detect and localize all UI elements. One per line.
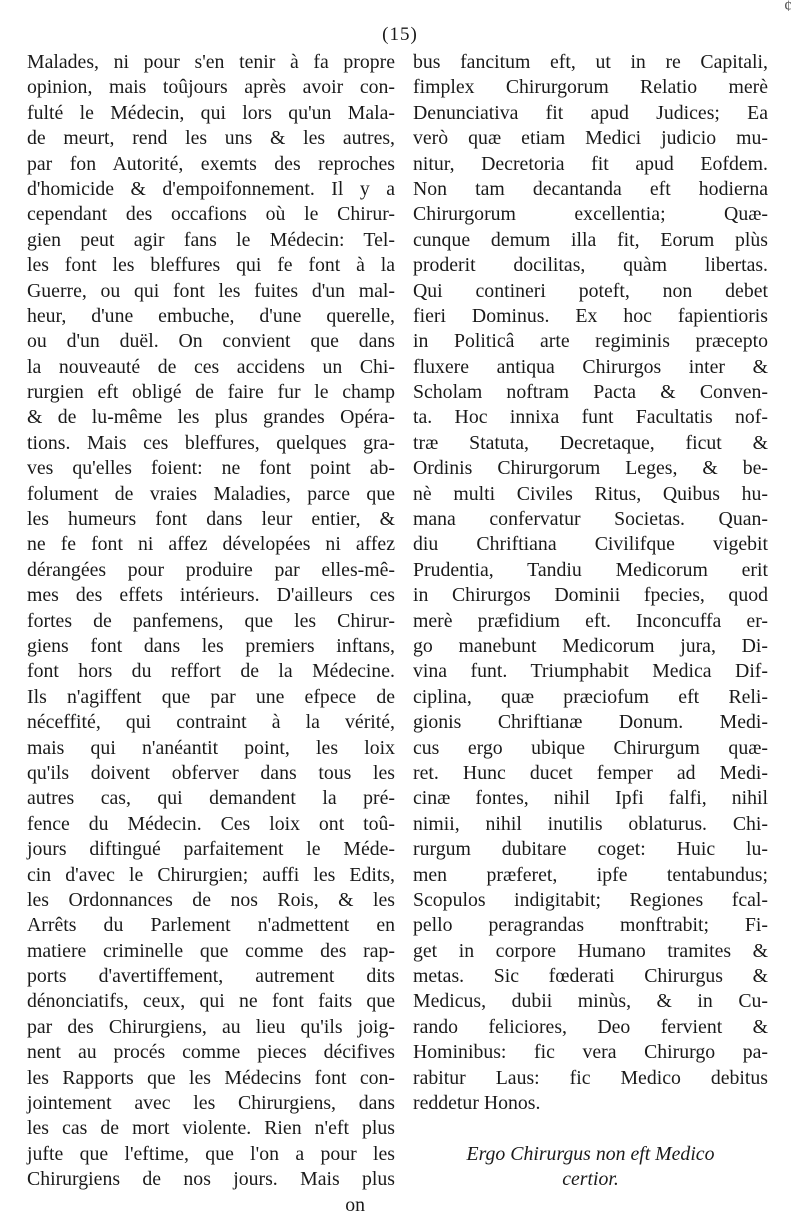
text-line: les font les bleffures qui fe font à la	[27, 254, 395, 277]
conclusion-line: certior.	[562, 1168, 619, 1191]
text-line: ves qu'elles foient: ne font point ab-	[27, 457, 395, 480]
text-line: par fon Autorité, exemts des reproches	[27, 152, 395, 175]
text-line: rabitur Laus: fic Medico debitus	[413, 1066, 768, 1089]
text-line: ne fe font ni affez dévelopées ni affez	[27, 533, 395, 556]
text-line: autres cas, qui demandent la pré-	[27, 787, 395, 810]
text-line: fimplex Chirurgorum Relatio merè	[413, 76, 768, 99]
text-line: bus fancitum eft, ut in re Capitali,	[413, 51, 768, 73]
text-line: men præferet, ipfe tentabundus;	[413, 863, 768, 886]
text-line: merè præfidium eft. Inconcuffa er-	[413, 609, 768, 632]
text-line: ta. Hoc innixa funt Facultatis nof-	[413, 406, 768, 429]
text-line: les humeurs font dans leur entier, &	[27, 508, 395, 531]
text-line: gien peut agir fans le Médecin: Tel-	[27, 228, 395, 251]
text-line: Medicus, dubii minùs, & in Cu-	[413, 990, 768, 1013]
text-line: Denunciativa fit apud Judices; Ea	[413, 101, 768, 124]
text-line: Prudentia, Tandiu Medicorum erit	[413, 558, 768, 581]
text-line: cin d'avec le Chirurgien; auffi les Edits,	[27, 863, 395, 886]
text-line: Scholam noftram Pacta & Conven-	[413, 381, 768, 404]
text-line: Chirurgorum excellentia; Quæ-	[413, 203, 768, 226]
text-line: dénonciatifs, ceux, qui ne font faits que	[27, 990, 395, 1013]
text-line: folument de vraies Maladies, parce que	[27, 482, 395, 505]
text-line: Malades, ni pour s'en tenir à fa propre	[27, 51, 395, 73]
text-line: Arrêts du Parlement n'admettent en	[27, 914, 395, 937]
text-line: in Politicâ arte regiminis præcepto	[413, 330, 768, 353]
conclusion-line: Ergo Chirurgus non eft Medico	[466, 1142, 715, 1165]
text-line: giens font dans les premiers inftans,	[27, 634, 395, 657]
text-line: nent au procés comme pieces décifives	[27, 1041, 395, 1064]
page-number: (15)	[382, 24, 418, 45]
text-line: Guerre, ou qui font les fuites d'un mal-	[27, 279, 395, 302]
text-line: in Chirurgos Dominii fpecies, quod	[413, 584, 768, 607]
text-line: Non tam decantanda eft hodierna	[413, 177, 768, 200]
text-line: ports d'avertiffement, autrement dits	[27, 965, 395, 988]
text-line: Ordinis Chirurgorum Leges, & be-	[413, 457, 768, 480]
text-line: get in corpore Humano tramites &	[413, 939, 768, 962]
text-line: rando feliciores, Deo fervient &	[413, 1015, 768, 1038]
text-line: Scopulos indigitabit; Regiones fcal-	[413, 888, 768, 911]
text-line: ret. Hunc ducet femper ad Medi-	[413, 761, 768, 784]
text-line: jours diftingué parfaitement le Méde-	[27, 838, 395, 861]
text-line: nè multi Civiles Ritus, Quibus hu-	[413, 482, 768, 505]
text-line: opinion, mais toûjours après avoir con-	[27, 76, 395, 99]
text-line: mes des effets intérieurs. D'ailleurs ces	[27, 584, 395, 607]
text-line: qu'ils doivent obferver dans tous les	[27, 761, 395, 784]
text-line: diu Chriftiana Civilifque vigebit	[413, 533, 768, 556]
text-line: ciplina, quæ præciofum eft Reli-	[413, 685, 768, 708]
text-line: fulté le Médecin, qui lors qu'un Mala-	[27, 101, 395, 124]
text-line: les Rapports que les Médecins font con-	[27, 1066, 395, 1089]
text-line: mana confervatur Societas. Quan-	[413, 508, 768, 531]
text-line: par des Chirurgiens, au lieu qu'ils joig-	[27, 1015, 395, 1038]
text-line: gionis Chriftianæ Donum. Medi-	[413, 711, 768, 734]
text-line: fieri Dominus. Ex hoc fapientioris	[413, 304, 768, 327]
text-line: rurgien eft obligé de faire fur le champ	[27, 381, 395, 404]
text-line: fortes de panfemens, que les Chirur-	[27, 609, 395, 632]
text-line: & de lu-même les plus grandes Opéra-	[27, 406, 395, 429]
text-line: verò quæ etiam Medici judicio mu-	[413, 127, 768, 150]
text-line: pello peragrandas monftrabit; Fi-	[413, 914, 768, 937]
text-line: proderit docilitas, quàm libertas.	[413, 254, 768, 277]
text-line: nitur, Decretoria fit apud Eofdem.	[413, 152, 768, 175]
text-line: Hominibus: fic vera Chirurgo pa-	[413, 1041, 768, 1064]
text-line: de meurt, rend les uns & les autres,	[27, 127, 395, 150]
left-column	[27, 50, 395, 1218]
right-column	[413, 50, 768, 1193]
text-line: les cas de mort violente. Rien n'eft plus	[27, 1117, 395, 1140]
text-line: cus ergo ubique Chirurgum quæ-	[413, 736, 768, 759]
text-line: d'homicide & d'empoifonnement. Il y a	[27, 177, 395, 200]
text-line: fluxere antiqua Chirurgos inter &	[413, 355, 768, 378]
text-line: Qui contineri poteft, non debet	[413, 279, 768, 302]
text-line: matiere criminelle que comme des rap-	[27, 939, 395, 962]
text-line: néceffité, qui contraint à la vérité,	[27, 711, 395, 734]
text-line: nimii, nihil inutilis oblaturus. Chi-	[413, 812, 768, 835]
text-line: Ils n'agiffent que par une efpece de	[27, 685, 395, 708]
spacer	[413, 1116, 768, 1141]
corner-mark: ¢	[784, 0, 792, 15]
text-line: la nouveauté de ces accidens un Chi-	[27, 355, 395, 378]
text-line: træ Statuta, Decretaque, ficut &	[413, 431, 768, 454]
text-line: tions. Mais ces bleffures, quelques gra-	[27, 431, 395, 454]
text-line: reddetur Honos.	[413, 1092, 541, 1115]
text-line: cunque demum illa fit, Eorum plùs	[413, 228, 768, 251]
text-line: dérangées pour produire par elles-mê-	[27, 558, 395, 581]
catchword: on	[345, 1193, 365, 1216]
text-line: cependant des occafions où le Chirur-	[27, 203, 395, 226]
text-line: ou d'un duël. On convient que dans	[27, 330, 395, 353]
text-line: vina funt. Triumphabit Medica Dif-	[413, 660, 768, 683]
text-line: jointement avec les Chirurgiens, dans	[27, 1092, 395, 1115]
text-line: font hors du reffort de la Médecine.	[27, 660, 395, 683]
text-line: rurgum dubitare coget: Huic lu-	[413, 838, 768, 861]
text-line: fence du Médecin. Ces loix ont toû-	[27, 812, 395, 835]
text-line: jufte que l'eftime, que l'on a pour les	[27, 1142, 395, 1165]
text-line: metas. Sic fœderati Chirurgus &	[413, 965, 768, 988]
text-line: Chirurgiens de nos jours. Mais plus	[27, 1168, 395, 1191]
text-line: mais qui n'anéantit point, les loix	[27, 736, 395, 759]
text-line: heur, d'une embuche, d'une querelle,	[27, 304, 395, 327]
text-line: les Ordonnances de nos Rois, & les	[27, 888, 395, 911]
text-line: go manebunt Medicorum jura, Di-	[413, 634, 768, 657]
text-line: cinæ fontes, nihil Ipfi falfi, nihil	[413, 787, 768, 810]
